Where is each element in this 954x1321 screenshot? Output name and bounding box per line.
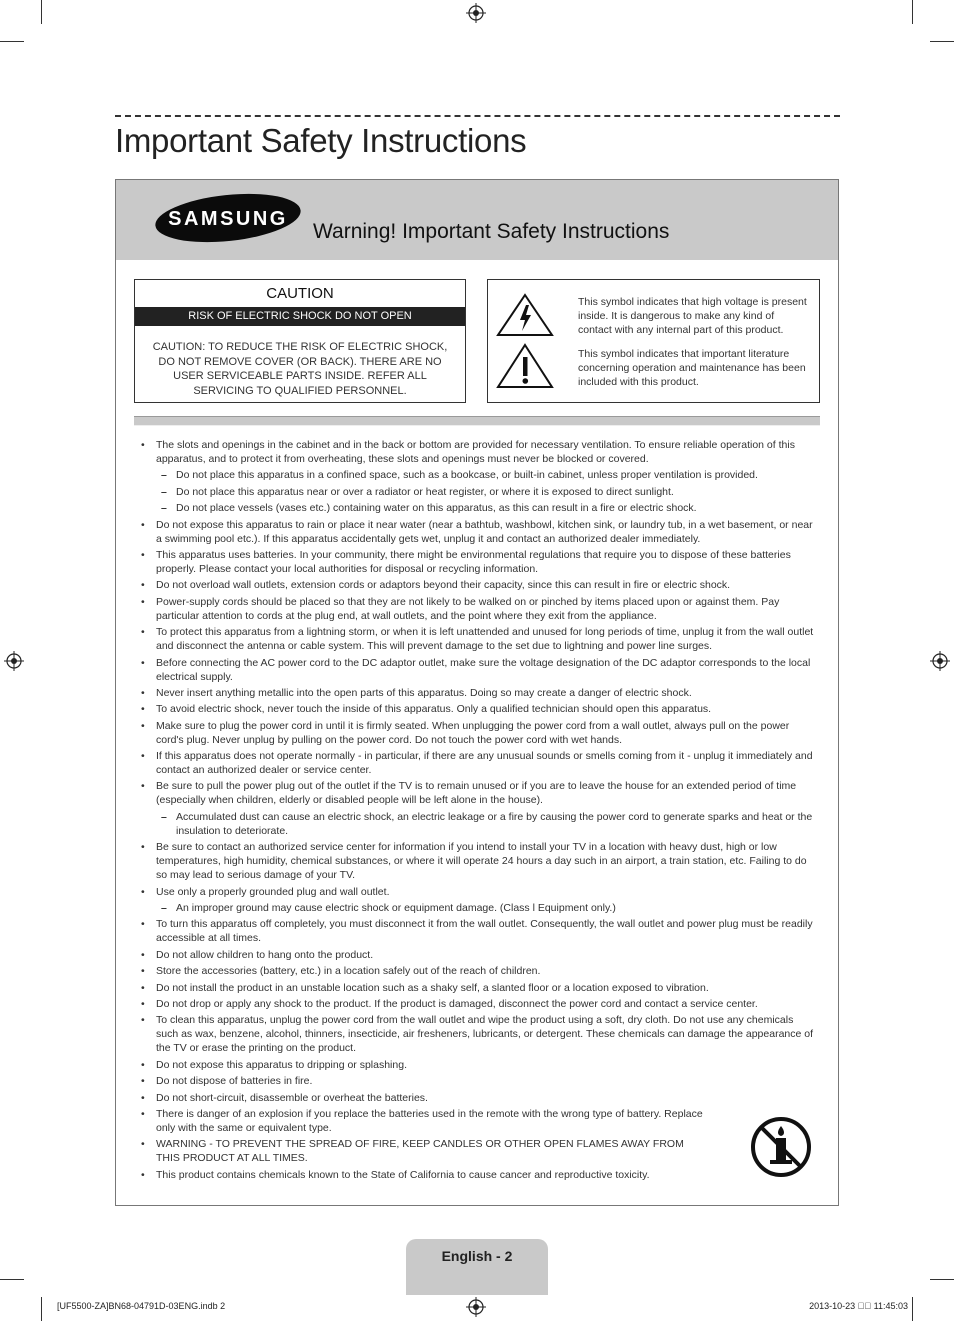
- symbol-legend: [487, 279, 820, 403]
- no-candle-icon: [750, 1116, 812, 1178]
- instruction-item: • Use only a properly grounded plug and wall outlet.: [134, 885, 818, 899]
- instruction-item: • Do not allow children to hang onto the product.: [134, 948, 818, 962]
- instruction-item: • If this apparatus does not operate normally - in particular, if there are any unusual sounds or smells coming from it - unplug it immediately and contact an authorized dealer or service center.: [134, 749, 818, 777]
- instruction-item: • To turn this apparatus off completely, you must disconnect it from the wall outlet. Consequently, the wall outlet and power plug must be readily accessible at all times.: [134, 917, 818, 945]
- instruction-item: • Do not install the product in an unstable location such as a shaky self, a slanted floor or a location exposed to vibration.: [134, 981, 818, 995]
- instruction-item: • Do not drop or apply any shock to the product. If the product is damaged, disconnect the power cord and contact a service center.: [134, 997, 818, 1011]
- literature-symbol-text: This symbol indicates that important literature concerning operation and maintenance has been included with this product.: [578, 348, 806, 388]
- instruction-item: • WARNING - TO PREVENT THE SPREAD OF FIRE, KEEP CANDLES OR OTHER OPEN FLAMES AWAY FROM THIS PRODUCT AT ALL TIMES.: [134, 1137, 818, 1165]
- crop-mark: [41, 0, 42, 24]
- instruction-item: • Make sure to plug the power cord in until it is firmly seated. When unplugging the power cord from a wall outlet, always pull on the power cord's plug. Never unplug by pulling on the power cord. Do not touch the power cord with wet hands.: [134, 719, 818, 747]
- caution-text: CAUTION: TO REDUCE THE RISK OF ELECTRIC SHOCK, DO NOT REMOVE COVER (OR BACK). THERE ARE NO USER SERVICEABLE PARTS INSIDE. REFER ALL SERVICING TO QUALIFIED PERSONNEL.: [152, 341, 448, 397]
- instruction-item: • Store the accessories (battery, etc.) in a location safely out of the reach of children.: [134, 964, 818, 978]
- instruction-item: • To clean this apparatus, unplug the power cord from the wall outlet and wipe the product using a soft, dry cloth. Do not use any chemicals such as wax, benzene, alcohol, thinners, insecticide, air fresheners, lubricants, or detergent. These chemicals can damage the appearance of the TV or erase the printing on the product.: [134, 1013, 818, 1055]
- sub-instruction-item: – Do not place vessels (vases etc.) containing water on this apparatus, as this can result in a fire or electric shock.: [134, 501, 818, 515]
- instruction-item: • Do not expose this apparatus to rain or place it near water (near a bathtub, washbowl, kitchen sink, or laundry tub, in a wet basement, or near a swimming pool etc.). If this apparatus accidentally gets wet, unplug it and contact an authorized dealer immediately.: [134, 518, 818, 546]
- exclamation-warning-icon: [496, 343, 554, 389]
- warning-heading: Warning! Important Safety Instructions: [313, 220, 670, 243]
- caution-label: [134, 279, 466, 403]
- lightning-warning-icon: [496, 293, 554, 337]
- instruction-item: • Never insert anything metallic into the open parts of this apparatus. Doing so may create a danger of electric shock.: [134, 686, 818, 700]
- crop-mark: [930, 41, 954, 42]
- safety-instructions-panel: [115, 179, 839, 1206]
- samsung-logo: [154, 192, 302, 244]
- instruction-item: • Do not short-circuit, disassemble or overheat the batteries.: [134, 1091, 818, 1105]
- sub-instruction-item: – An improper ground may cause electric shock or equipment damage. (Class l Equipment only.): [134, 901, 818, 915]
- crop-mark: [0, 41, 24, 42]
- registration-mark-icon: [466, 3, 486, 23]
- instruction-item: • The slots and openings in the cabinet and in the back or bottom are provided for necessary ventilation. To ensure reliable operation of this apparatus, and to protect it from overheating, these slots and openings must never be blocked or covered.: [134, 438, 818, 466]
- instruction-item: • Be sure to contact an authorized service center for information if you intend to install your TV in a location with heavy dust, high or low temperatures, high humidity, chemical substances, or where it will operate 24 hours a day such in an airport, a train station, etc. Failing to do so may lead to serious damage of your TV.: [134, 840, 818, 882]
- section-divider: [134, 416, 820, 426]
- sub-instruction-item: – Accumulated dust can cause an electric shock, an electric leakage or a fire by causing the power cord to generate sparks and heat or the insulation to deteriorate.: [134, 810, 818, 838]
- instruction-item: • This product contains chemicals known to the State of California to cause cancer and reproductive toxicity.: [134, 1168, 818, 1182]
- instruction-item: • To protect this apparatus from a lightning storm, or when it is left unattended and unused for long periods of time, unplug it from the wall outlet and disconnect the antenna or cable system. This will prevent damage to the set due to lightning and power line surges.: [134, 625, 818, 653]
- instruction-item: • Do not dispose of batteries in fire.: [134, 1074, 818, 1088]
- instruction-item: • To avoid electric shock, never touch the inside of this apparatus. Only a qualified technician should open this apparatus.: [134, 702, 818, 716]
- crop-mark: [0, 1279, 24, 1280]
- instruction-item: • Power-supply cords should be placed so that they are not likely to be walked on or pinched by items placed upon or against them. Pay particular attention to cords at the plug end, at wall outlets, and the point where they exit from the appliance.: [134, 595, 818, 623]
- print-slug-date: 2013-10-23 ￿￿ 11:45:03: [809, 1301, 908, 1311]
- instruction-item: • This apparatus uses batteries. In your community, there might be environmental regulations that require you to dispose of these batteries properly. Please contact your local authorities for disposal or recycling information.: [134, 548, 818, 576]
- caution-title: CAUTION: [266, 285, 334, 302]
- page-number-tab: [406, 1239, 548, 1295]
- instruction-item: • Before connecting the AC power cord to the DC adaptor outlet, make sure the voltage designation of the DC adaptor corresponds to the local electrical supply.: [134, 656, 818, 684]
- instruction-item: • Be sure to pull the power plug out of the outlet if the TV is to remain unused or if you are to leave the house for an extended period of time (especially when children, elderly or disabled people will be left alone in the house).: [134, 779, 818, 807]
- registration-mark-icon: [466, 1297, 486, 1317]
- instruction-item: • Do not overload wall outlets, extension cords or adaptors beyond their capacity, since this can result in fire or electric shock.: [134, 578, 818, 592]
- registration-mark-icon: [930, 651, 950, 671]
- voltage-symbol-text: This symbol indicates that high voltage is present inside. It is dangerous to make any kind of contact with any internal part of this product.: [578, 296, 807, 336]
- page-title: Important Safety Instructions: [115, 122, 527, 159]
- title-dashed-rule: [115, 115, 840, 117]
- page-number: English - 2: [441, 1248, 513, 1264]
- brand-wordmark: SAMSUNG: [168, 208, 288, 230]
- crop-mark: [41, 1297, 42, 1321]
- crop-mark: [912, 0, 913, 24]
- instruction-item: • There is danger of an explosion if you replace the batteries used in the remote with the wrong type of battery. Replace only with the same or equivalent type.: [134, 1107, 818, 1135]
- panel-header: [116, 180, 838, 260]
- instruction-item: • Do not expose this apparatus to dripping or splashing.: [134, 1058, 818, 1072]
- registration-mark-icon: [4, 651, 24, 671]
- sub-instruction-item: – Do not place this apparatus in a confined space, such as a bookcase, or built-in cabinet, unless proper ventilation is provided.: [134, 468, 818, 482]
- caution-banner: RISK OF ELECTRIC SHOCK DO NOT OPEN: [135, 307, 465, 326]
- crop-mark: [930, 1279, 954, 1280]
- sub-instruction-item: – Do not place this apparatus near or over a radiator or heat register, or where it is exposed to direct sunlight.: [134, 485, 818, 499]
- print-slug-file: [UF5500-ZA]BN68-04791D-03ENG.indb 2: [57, 1301, 226, 1311]
- crop-mark: [912, 1297, 913, 1321]
- instruction-list: [134, 438, 818, 1184]
